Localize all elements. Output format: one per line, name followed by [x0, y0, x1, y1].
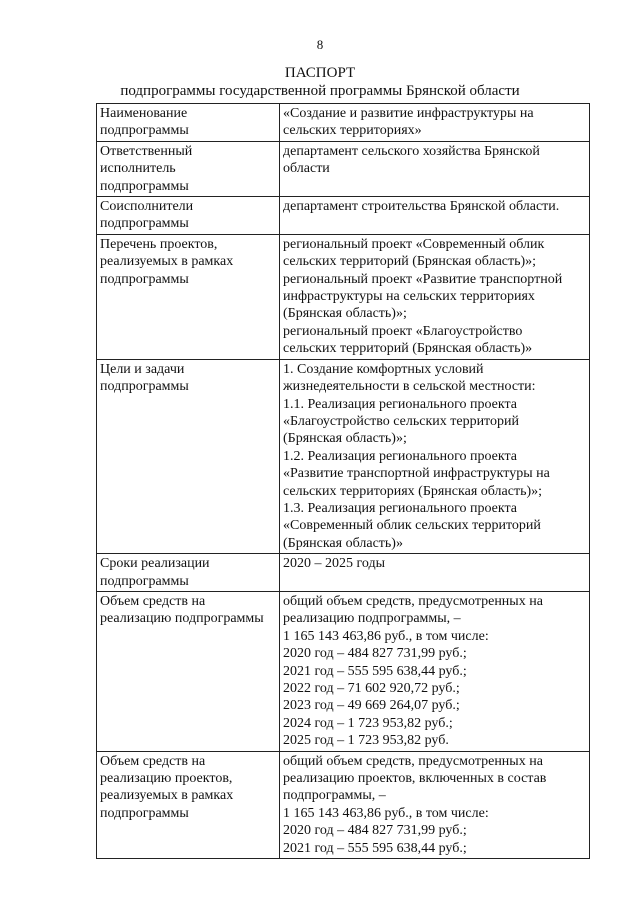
table-row: [97, 591, 590, 751]
row-label-line: Ответственный: [100, 143, 193, 159]
row-value-line: 2020 год – 484 827 731,99 руб.;: [283, 646, 467, 662]
row-label-line: Цели и задачи: [100, 361, 185, 377]
row-label-cell: [97, 234, 280, 359]
row-label-cell: [97, 104, 280, 142]
row-value-line: 2023 год – 49 669 264,07 руб.;: [283, 698, 460, 714]
row-label-line: Перечень проектов,: [100, 236, 218, 252]
row-value-line: сельских территорий (Брянская область)»;: [283, 254, 537, 270]
row-label-line: подпрограммы: [100, 178, 189, 194]
row-value-line: сельских территориях»: [283, 123, 422, 139]
row-label-line: реализуемых в рамках: [100, 254, 234, 270]
row-label-cell: [97, 197, 280, 235]
row-label-line: подпрограммы: [100, 216, 189, 232]
table-row: [97, 197, 590, 235]
row-value-line: сельских территорий (Брянская область)»: [283, 341, 533, 357]
row-value-line: подпрограммы, –: [283, 788, 386, 804]
row-label-cell: [97, 359, 280, 553]
passport-table: [96, 103, 590, 859]
row-label-line: подпрограммы: [100, 123, 189, 139]
table-row: [97, 104, 590, 142]
row-label-line: Соисполнители: [100, 199, 194, 215]
row-value-cell: [280, 197, 590, 235]
row-label-cell: [97, 751, 280, 858]
row-value-line: департамент сельского хозяйства Брянской: [283, 143, 540, 159]
row-value-line: (Брянская область)»;: [283, 306, 407, 322]
table-row: [97, 554, 590, 592]
row-label-line: подпрограммы: [100, 379, 189, 395]
row-label-cell: [97, 141, 280, 196]
row-value-line: инфраструктуры на сельских территориях: [283, 289, 535, 305]
row-value-line: 2021 год – 555 595 638,44 руб.;: [283, 840, 467, 856]
row-value-cell: [280, 141, 590, 196]
row-label-line: реализацию подпрограммы: [100, 611, 264, 627]
row-value-line: «Современный облик сельских территорий: [283, 518, 541, 534]
row-value-line: 1.3. Реализация регионального проекта: [283, 500, 518, 516]
row-value-cell: [280, 234, 590, 359]
row-value-line: 2020 год – 484 827 731,99 руб.;: [283, 823, 467, 839]
row-value-line: области: [283, 161, 330, 177]
row-label-line: Сроки реализации: [100, 556, 210, 572]
table-row: [97, 234, 590, 359]
row-value-line: реализацию подпрограммы, –: [283, 611, 461, 627]
row-value-line: региональный проект «Современный облик: [283, 236, 545, 252]
row-value-line: общий объем средств, предусмотренных на: [283, 753, 543, 769]
row-value-line: 1.2. Реализация регионального проекта: [283, 448, 518, 464]
page-number: 8: [316, 37, 324, 52]
row-value-line: 2025 год – 1 723 953,82 руб.: [283, 733, 449, 749]
row-value-line: 2021 год – 555 595 638,44 руб.;: [283, 663, 467, 679]
row-label-line: подпрограммы: [100, 805, 189, 821]
document-subtitle: подпрограммы государственной программы Брянской области: [120, 83, 520, 99]
row-value-line: департамент строительства Брянской области.: [283, 199, 560, 215]
row-value-line: 1 165 143 463,86 руб., в том числе:: [283, 628, 489, 644]
row-value-cell: [280, 591, 590, 751]
row-value-line: 1.1. Реализация регионального проекта: [283, 396, 518, 412]
row-value-line: «Создание и развитие инфраструктуры на: [283, 106, 534, 121]
row-value-line: 1. Создание комфортных условий: [283, 361, 484, 377]
row-label-line: Наименование: [100, 106, 188, 121]
row-value-cell: [280, 554, 590, 592]
row-value-cell: [280, 751, 590, 858]
row-value-cell: [280, 104, 590, 142]
row-value-line: «Развитие транспортной инфраструктуры на: [283, 466, 550, 482]
row-value-line: «Благоустройство сельских территорий: [283, 413, 519, 429]
row-value-line: 2024 год – 1 723 953,82 руб.;: [283, 715, 453, 731]
row-value-cell: [280, 359, 590, 553]
table-row: [97, 751, 590, 858]
row-label-cell: [97, 554, 280, 592]
row-label-line: Объем средств на: [100, 593, 206, 609]
row-label-line: исполнитель: [100, 161, 176, 177]
row-value-line: (Брянская область)»: [283, 535, 403, 551]
row-value-line: региональный проект «Развитие транспортной: [283, 271, 563, 287]
row-value-line: 2022 год – 71 602 920,72 руб.;: [283, 681, 460, 696]
row-label-line: подпрограммы: [100, 271, 189, 287]
row-label-line: реализуемых в рамках: [100, 788, 234, 804]
table-row: [97, 141, 590, 196]
row-value-line: 1 165 143 463,86 руб., в том числе:: [283, 805, 489, 821]
row-value-line: реализацию проектов, включенных в состав: [283, 771, 547, 787]
row-label-line: подпрограммы: [100, 573, 189, 589]
row-value-line: региональный проект «Благоустройство: [283, 323, 523, 339]
table-row: [97, 359, 590, 553]
row-value-line: жизнедеятельности в сельской местности:: [283, 379, 536, 395]
row-value-line: общий объем средств, предусмотренных на: [283, 593, 543, 609]
row-label-cell: [97, 591, 280, 751]
document-title: ПАСПОРТ: [284, 65, 356, 81]
row-value-line: 2020 – 2025 годы: [283, 556, 386, 572]
row-value-line: (Брянская область)»;: [283, 431, 407, 447]
row-label-line: Объем средств на: [100, 753, 206, 769]
row-value-line: сельских территориях (Брянская область)»;: [283, 483, 542, 499]
row-label-line: реализацию проектов,: [100, 771, 233, 787]
